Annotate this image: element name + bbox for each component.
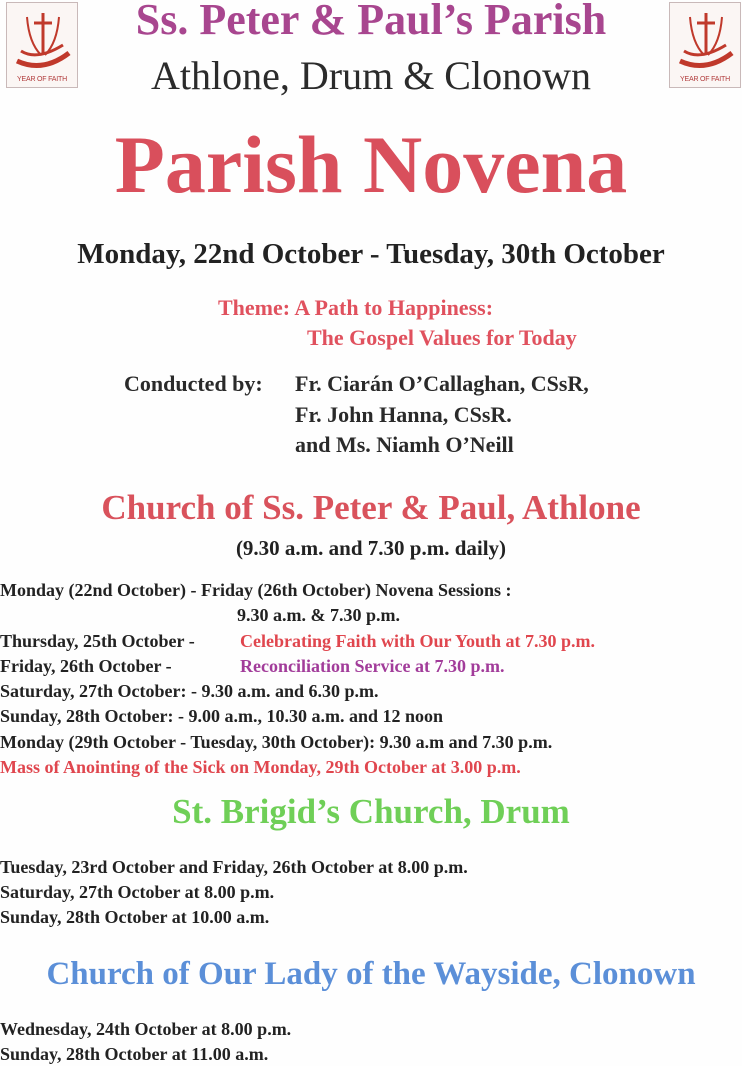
schedule-line: Mass of Anointing of the Sick on Monday, 29th October at 3.00 p.m. [0, 757, 521, 777]
logo-caption: YEAR OF FAITH [17, 76, 67, 83]
athlone-church-heading: Church of Ss. Peter & Paul, Athlone [101, 488, 641, 527]
schedule-line: Sunday, 28th October at 11.00 a.m. [0, 1044, 269, 1064]
conductor-name: Fr. Ciarán O’Callaghan, CSsR, [295, 371, 589, 396]
schedule-day: Thursday, 25th October - [0, 631, 195, 651]
schedule-line: Wednesday, 24th October at 8.00 p.m. [0, 1019, 292, 1039]
parish-locations: Athlone, Drum & Clonown [151, 53, 591, 98]
novena-dates: Monday, 22nd October - Tuesday, 30th October [77, 238, 665, 270]
schedule-line: Monday (22nd October) - Friday (26th October) Novena Sessions : [0, 580, 512, 600]
schedule-line: 9.30 a.m. & 7.30 p.m. [237, 605, 400, 625]
parish-name: Ss. Peter & Paul’s Parish [135, 0, 607, 44]
conductor-name: and Ms. Niamh O’Neill [295, 432, 514, 457]
schedule-line: Monday (29th October - Tuesday, 30th October): 9.30 a.m and 7.30 p.m. [0, 732, 553, 752]
conductor-name: Fr. John Hanna, CSsR. [295, 402, 512, 427]
schedule-event: Reconciliation Service at 7.30 p.m. [240, 656, 505, 676]
schedule-event: Celebrating Faith with Our Youth at 7.30 p.m. [240, 631, 596, 651]
schedule-line: Saturday, 27th October at 8.00 p.m. [0, 882, 275, 902]
schedule-line: Tuesday, 23rd October and Friday, 26th October at 8.00 p.m. [0, 857, 468, 877]
logo-caption: YEAR OF FAITH [680, 76, 730, 83]
drum-church-heading: St. Brigid’s Church, Drum [172, 792, 570, 831]
schedule-line: Sunday, 28th October at 10.00 a.m. [0, 907, 270, 927]
athlone-daily-times: (9.30 a.m. and 7.30 p.m. daily) [235, 536, 507, 560]
theme-line-2: The Gospel Values for Today [307, 325, 577, 350]
schedule-day: Friday, 26th October - [0, 656, 172, 676]
schedule-line: Saturday, 27th October: - 9.30 a.m. and 6.30 p.m. [0, 681, 379, 701]
theme-line-1: Theme: A Path to Happiness: [218, 295, 494, 320]
conducted-label: Conducted by: [124, 371, 263, 396]
clonown-church-heading: Church of Our Lady of the Wayside, Clonown [46, 956, 696, 992]
schedule-line: Sunday, 28th October: - 9.00 a.m., 10.30 a.m. and 12 noon [0, 706, 444, 726]
page-title: Parish Novena [114, 119, 628, 210]
